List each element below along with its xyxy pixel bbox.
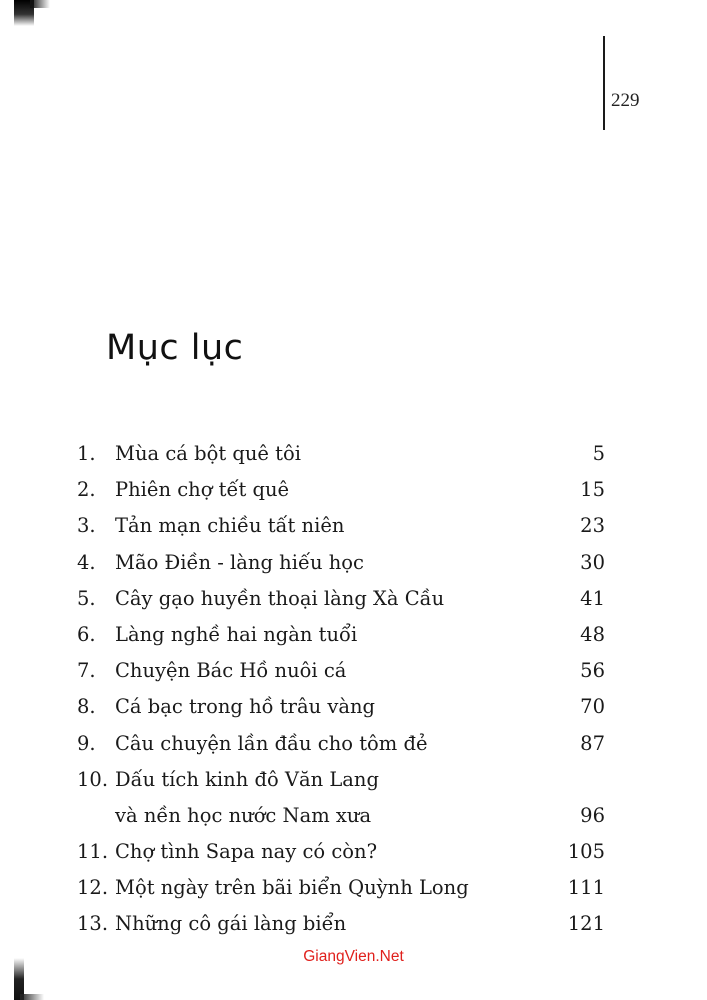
toc-entry-number: 6. xyxy=(77,622,96,646)
toc-list xyxy=(77,436,605,943)
toc-entry-page: 23 xyxy=(580,514,605,538)
toc-entry-page: 30 xyxy=(580,550,605,574)
watermark-link[interactable]: GiangVien.Net xyxy=(303,948,404,965)
toc-entry-title: Những cô gái làng biển xyxy=(115,912,347,936)
toc-title: Mục lục xyxy=(106,328,244,368)
toc-entry-title: Mùa cá bột quê tôi xyxy=(115,442,301,465)
toc-entry-title: Chợ tình Sapa nay có còn? xyxy=(115,840,378,864)
toc-entry xyxy=(77,906,605,942)
header-vertical-rule xyxy=(603,36,605,130)
scan-edge-shadow-top-fade xyxy=(30,0,50,8)
toc-entry-number: 10. xyxy=(77,767,109,791)
toc-entry-title: Dấu tích kinh đô Văn Lang xyxy=(115,767,379,791)
toc-entry-title-line2: và nền học nước Nam xưa xyxy=(115,803,372,827)
toc-entry xyxy=(77,689,605,725)
toc-entry xyxy=(77,472,605,508)
toc-entry-page: 41 xyxy=(580,586,605,610)
toc-entry-number: 13. xyxy=(77,912,109,936)
page-number: 229 xyxy=(611,90,640,111)
toc-entry xyxy=(77,545,605,581)
toc-entry xyxy=(77,834,605,870)
toc-entry-title: Cây gạo huyền thoại làng Xà Cầu xyxy=(115,586,445,610)
toc-entry-page: 87 xyxy=(580,731,605,755)
toc-entry xyxy=(77,436,605,472)
toc-entry-page: 15 xyxy=(580,478,605,502)
toc-entry xyxy=(77,581,605,617)
toc-entry-number: 7. xyxy=(77,659,96,683)
toc-entry-number: 9. xyxy=(77,731,96,755)
toc-entry xyxy=(77,870,605,906)
toc-entry-number: 12. xyxy=(77,876,109,900)
toc-entry-number: 5. xyxy=(77,586,96,610)
toc-entry-page: 96 xyxy=(580,803,605,827)
toc-entry-page: 48 xyxy=(580,622,605,646)
toc-entry-page: 121 xyxy=(567,912,605,936)
toc-entry-page: 56 xyxy=(580,659,605,683)
toc-entry xyxy=(77,508,605,544)
toc-entry-page: 5 xyxy=(592,442,605,465)
scan-edge-shadow-bottom-fade xyxy=(20,994,44,1000)
toc-entry-number: 3. xyxy=(77,514,96,538)
toc-entry-title: Phiên chợ tết quê xyxy=(115,478,290,502)
toc-entry-page: 111 xyxy=(567,876,605,900)
toc-entry xyxy=(77,653,605,689)
toc-entry xyxy=(77,617,605,653)
toc-entry xyxy=(77,726,605,762)
toc-entry xyxy=(77,762,605,798)
toc-entry-title: Cá bạc trong hồ trâu vàng xyxy=(115,695,376,719)
toc-entry-title: Làng nghề hai ngàn tuổi xyxy=(115,622,358,646)
toc-entry-number: 1. xyxy=(77,442,96,465)
toc-entry-number: 4. xyxy=(77,550,96,574)
toc-entry-number: 8. xyxy=(77,695,96,719)
toc-entry-title: Mão Điền - làng hiếu học xyxy=(115,550,364,574)
toc-entry-page: 105 xyxy=(567,840,605,864)
toc-entry-title: Một ngày trên bãi biển Quỳnh Long xyxy=(115,876,469,900)
toc-entry-title: Tản mạn chiều tất niên xyxy=(115,514,345,538)
toc-entry-page: 70 xyxy=(580,695,605,719)
toc-entry-continuation xyxy=(77,798,605,834)
toc-entry-title: Chuyện Bác Hồ nuôi cá xyxy=(115,659,347,683)
toc-entry-number: 2. xyxy=(77,478,96,502)
toc-entry-number: 11. xyxy=(77,840,109,864)
toc-entry-title: Câu chuyện lần đầu cho tôm đẻ xyxy=(115,731,428,755)
